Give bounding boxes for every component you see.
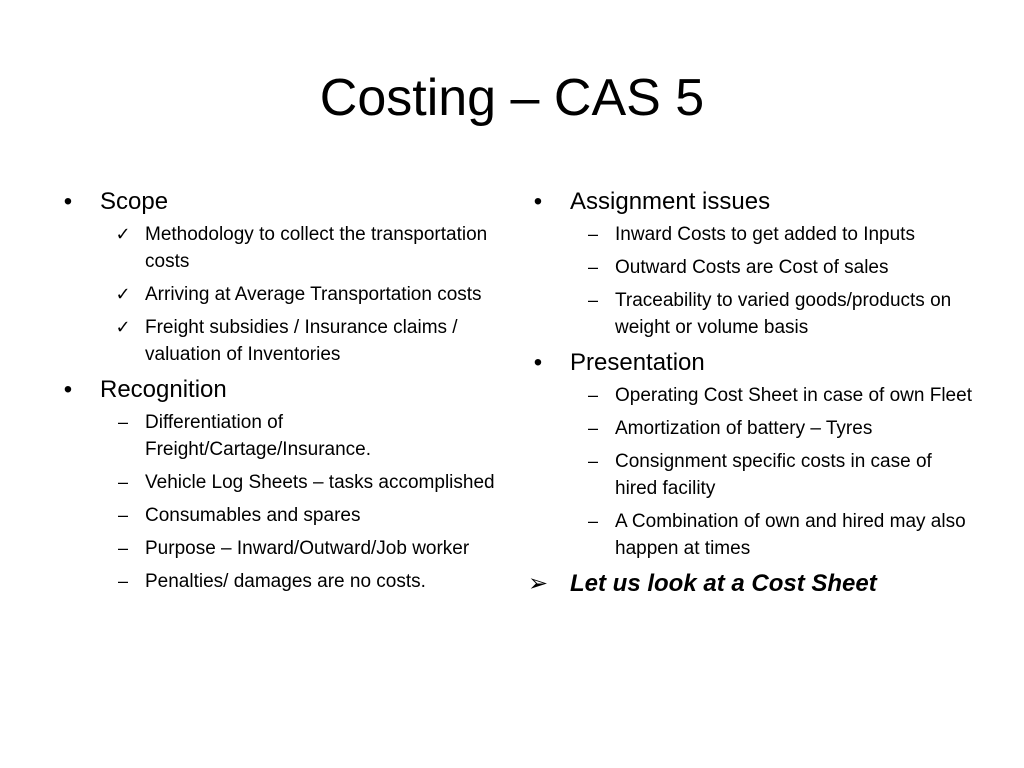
sub-item-text: Consignment specific costs in case of hired facility (615, 451, 932, 499)
dash-icon: – (587, 511, 598, 531)
arrow-bullet-icon: ➢ (528, 570, 549, 597)
sub-item-text: Traceability to varied goods/products on weight or volume basis (615, 290, 952, 338)
bullet-dot-icon: • (533, 349, 543, 376)
bullet-scope (58, 186, 498, 218)
sub-item-text: Outward Costs are Cost of sales (615, 257, 889, 278)
sub-item (528, 415, 978, 442)
bullet-recognition (58, 374, 498, 406)
dash-icon: – (587, 290, 598, 310)
sub-item (58, 469, 498, 496)
bullet-cost-sheet (528, 568, 978, 600)
dash-icon: – (587, 224, 598, 244)
sub-item (58, 568, 498, 595)
sub-item-text: Amortization of battery – Tyres (615, 418, 873, 439)
bullet-dot-icon: • (533, 188, 543, 215)
sub-item (528, 508, 978, 562)
dash-icon: – (117, 412, 128, 432)
dash-icon: – (117, 472, 128, 492)
sub-item-text: Differentiation of Freight/Cartage/Insurance. (145, 412, 372, 460)
bullet-label: Presentation (570, 349, 705, 376)
sub-item (58, 535, 498, 562)
sub-item (58, 221, 498, 275)
bullet-assignment-issues (528, 186, 978, 218)
bullet-label: Scope (100, 188, 169, 215)
left-column (58, 186, 498, 601)
sub-item (528, 448, 978, 502)
dash-icon: – (587, 451, 598, 471)
dash-icon: – (117, 571, 128, 591)
dash-icon: – (587, 385, 598, 405)
sub-item-text: Freight subsidies / Insurance claims / valuation of Inventories (145, 317, 458, 365)
checkmark-icon: ✓ (115, 224, 131, 244)
bullet-label: Assignment issues (570, 188, 771, 215)
sub-item-text: Penalties/ damages are no costs. (145, 571, 426, 592)
sub-item (58, 409, 498, 463)
dash-icon: – (117, 505, 128, 525)
sub-item-text: Inward Costs to get added to Inputs (615, 224, 915, 245)
dash-icon: – (117, 538, 128, 558)
sub-item (528, 221, 978, 248)
dash-icon: – (587, 257, 598, 277)
bullet-dot-icon: • (63, 376, 73, 403)
slide-title: Costing – CAS 5 (319, 69, 705, 127)
sub-item-text: Methodology to collect the transportation costs (145, 224, 488, 272)
sub-item (528, 382, 978, 409)
bullet-label: Recognition (100, 376, 227, 403)
bullet-label: Let us look at a Cost Sheet (570, 570, 877, 597)
sub-item (58, 314, 498, 368)
sub-item-text: Operating Cost Sheet in case of own Fleet (615, 385, 972, 406)
right-column (528, 186, 978, 600)
sub-item (528, 254, 978, 281)
checkmark-icon: ✓ (115, 317, 131, 337)
sub-item (528, 287, 978, 341)
sub-item (58, 281, 498, 308)
sub-item-text: Arriving at Average Transportation costs (145, 284, 482, 305)
sub-item-text: Vehicle Log Sheets – tasks accomplished (145, 472, 495, 493)
bullet-dot-icon: • (63, 188, 73, 215)
bullet-presentation (528, 347, 978, 379)
sub-item-text: Purpose – Inward/Outward/Job worker (145, 538, 470, 559)
checkmark-icon: ✓ (115, 284, 131, 304)
sub-item-text: Consumables and spares (145, 505, 361, 526)
dash-icon: – (587, 418, 598, 438)
sub-item-text: A Combination of own and hired may also happen at times (615, 511, 966, 559)
sub-item (58, 502, 498, 529)
